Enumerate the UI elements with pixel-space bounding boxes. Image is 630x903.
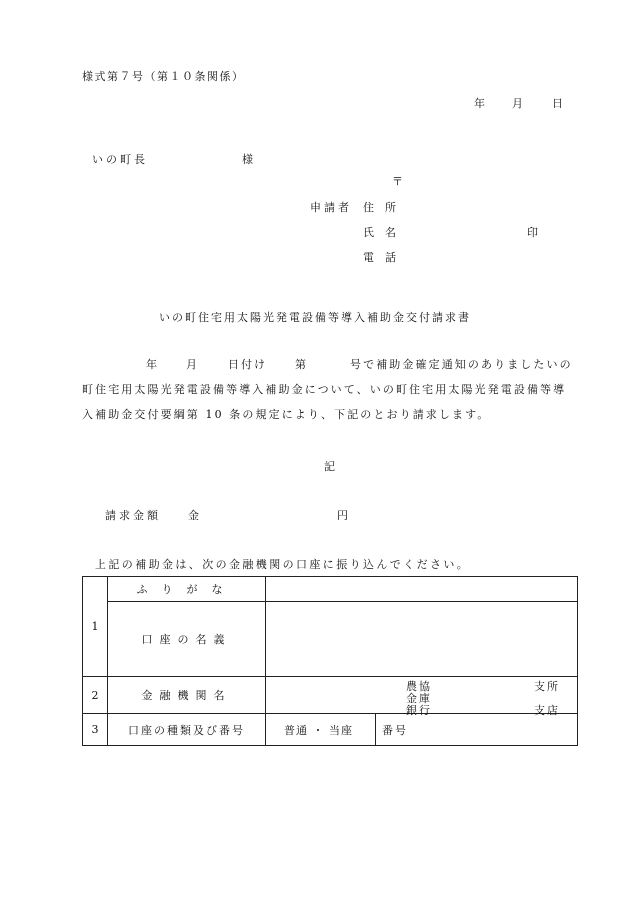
body-line1-rest: 号で補助金確定通知のありましたいの bbox=[350, 358, 573, 371]
applicant-label: 申請者 bbox=[310, 201, 352, 214]
phone-label: 電 話 bbox=[363, 251, 396, 264]
postal-mark: 〒 bbox=[392, 175, 403, 188]
account-type-options: 普通 ・ 当座 bbox=[284, 724, 353, 737]
ginkou-label: 銀行 bbox=[406, 704, 432, 717]
body-no: 第 bbox=[295, 358, 306, 371]
table-row-furigana bbox=[83, 577, 578, 602]
body-date: 日付け bbox=[228, 358, 267, 371]
date-year: 年 bbox=[474, 97, 485, 110]
name-label: 氏 名 bbox=[363, 226, 396, 239]
ki-label: 記 bbox=[324, 460, 335, 473]
row-number-2: 2 bbox=[83, 677, 108, 714]
recipient-honorific: 様 bbox=[242, 153, 253, 166]
body-line2: 町住宅用太陽光発電設備等導入補助金について、いの町住宅用太陽光発電設備等導 bbox=[82, 383, 567, 396]
body-year: 年 bbox=[146, 358, 157, 371]
amount-yen: 円 bbox=[337, 509, 348, 522]
kinko-label: 金庫 bbox=[406, 692, 432, 705]
account-type-field[interactable] bbox=[266, 714, 578, 746]
furigana-field[interactable] bbox=[266, 577, 578, 602]
amount-kin: 金 bbox=[188, 509, 199, 522]
table-row-account-type bbox=[83, 714, 578, 746]
noukyou-label: 農協 bbox=[406, 680, 432, 693]
form-number: 様式第７号（第１０条関係） bbox=[82, 70, 245, 83]
account-type-label: 口座の種類及び番号 bbox=[108, 714, 266, 746]
account-divider bbox=[375, 714, 376, 745]
bank-account-table bbox=[82, 576, 578, 746]
shiten-label: 支店 bbox=[534, 704, 560, 717]
furigana-label: ふりがな bbox=[108, 577, 266, 602]
account-holder-field[interactable] bbox=[266, 602, 578, 677]
institution-label: 金融機関名 bbox=[108, 677, 266, 714]
table-row-institution bbox=[83, 677, 578, 714]
shisho-label: 支所 bbox=[534, 680, 560, 693]
account-holder-label: 口座の名義 bbox=[108, 602, 266, 677]
amount-label: 請求金額 bbox=[105, 509, 161, 522]
recipient-name: いの町長 bbox=[92, 153, 148, 166]
date-month: 月 bbox=[512, 97, 523, 110]
transfer-note: 上記の補助金は、次の金融機関の口座に振り込んでください。 bbox=[95, 558, 471, 571]
seal-mark: 印 bbox=[527, 226, 538, 239]
table-row-account-holder bbox=[83, 602, 578, 677]
institution-field[interactable] bbox=[266, 677, 578, 717]
row-number-1: 1 bbox=[83, 577, 108, 677]
document-title: いの町住宅用太陽光発電設備等導入補助金交付請求書 bbox=[159, 311, 471, 324]
row-number-3: 3 bbox=[83, 714, 108, 746]
body-line3: 入補助金交付要綱第 10 条の規定により、下記のとおり請求します。 bbox=[82, 408, 491, 421]
date-day: 日 bbox=[552, 97, 563, 110]
address-label: 住 所 bbox=[363, 201, 396, 214]
body-month: 月 bbox=[186, 358, 197, 371]
account-number-label: 番号 bbox=[382, 724, 408, 737]
